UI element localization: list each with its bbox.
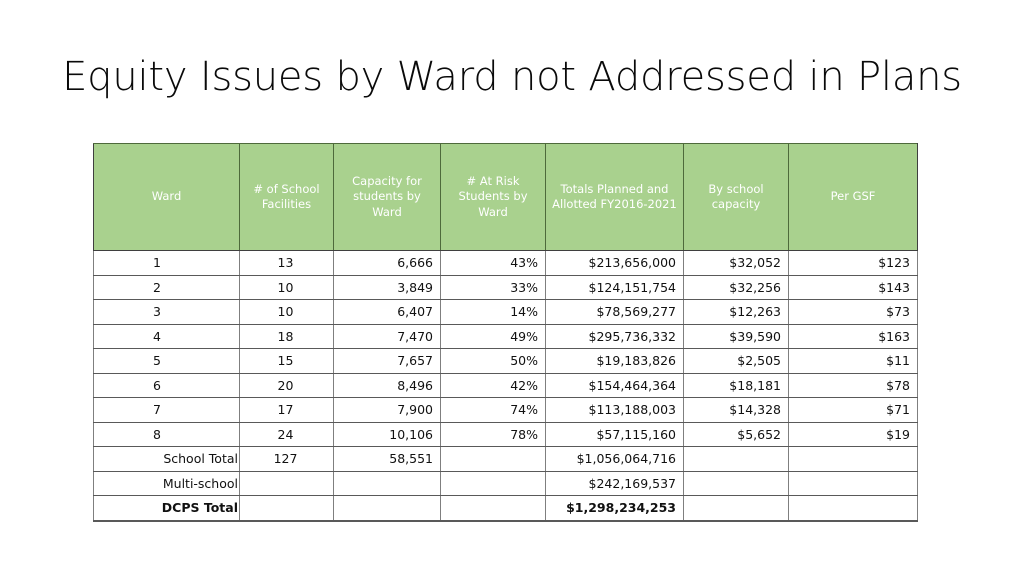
cell-per-gsf: $143 <box>789 275 918 300</box>
cell-at-risk-pct: 42% <box>441 373 546 398</box>
table-header-row <box>94 144 918 251</box>
cell-by-school-capacity: $2,505 <box>684 349 789 374</box>
column-header-capacity-by-ward: Capacity for students by Ward <box>334 144 441 251</box>
cell-capacity: 7,900 <box>334 398 441 423</box>
cell-per-gsf <box>789 496 918 521</box>
cell-per-gsf: $73 <box>789 300 918 325</box>
cell-ward: 6 <box>94 373 240 398</box>
column-header-totals-planned-allotted: Totals Planned and Allotted FY2016-2021 <box>546 144 684 251</box>
cell-per-gsf: $78 <box>789 373 918 398</box>
cell-school-facilities <box>240 471 334 496</box>
cell-school-facilities: 127 <box>240 447 334 472</box>
cell-ward: Multi-school <box>94 471 240 496</box>
cell-capacity: 7,470 <box>334 324 441 349</box>
cell-ward: 3 <box>94 300 240 325</box>
cell-school-facilities: 13 <box>240 251 334 276</box>
cell-school-facilities: 10 <box>240 300 334 325</box>
table-row <box>94 471 918 496</box>
cell-at-risk-pct: 49% <box>441 324 546 349</box>
cell-by-school-capacity <box>684 471 789 496</box>
table-row <box>94 275 918 300</box>
cell-capacity: 6,666 <box>334 251 441 276</box>
column-header-ward: Ward <box>94 144 240 251</box>
cell-at-risk-pct <box>441 447 546 472</box>
column-header-by-school-capacity: By school capacity <box>684 144 789 251</box>
cell-totals-planned: $1,298,234,253 <box>546 496 684 521</box>
cell-totals-planned: $295,736,332 <box>546 324 684 349</box>
cell-school-facilities: 20 <box>240 373 334 398</box>
cell-ward: 5 <box>94 349 240 374</box>
cell-per-gsf: $123 <box>789 251 918 276</box>
cell-totals-planned: $242,169,537 <box>546 471 684 496</box>
cell-per-gsf: $11 <box>789 349 918 374</box>
page-title: Equity Issues by Ward not Addressed in Plans <box>62 54 962 100</box>
cell-capacity <box>334 496 441 521</box>
cell-by-school-capacity: $12,263 <box>684 300 789 325</box>
cell-by-school-capacity: $39,590 <box>684 324 789 349</box>
equity-table-container <box>93 143 917 522</box>
cell-capacity <box>334 471 441 496</box>
cell-capacity: 7,657 <box>334 349 441 374</box>
cell-per-gsf: $19 <box>789 422 918 447</box>
cell-at-risk-pct: 78% <box>441 422 546 447</box>
cell-by-school-capacity: $18,181 <box>684 373 789 398</box>
table-row <box>94 373 918 398</box>
cell-school-facilities: 15 <box>240 349 334 374</box>
column-header-school-facilities: # of School Facilities <box>240 144 334 251</box>
cell-at-risk-pct: 74% <box>441 398 546 423</box>
table-body <box>94 251 918 521</box>
cell-ward: 4 <box>94 324 240 349</box>
table-row <box>94 398 918 423</box>
cell-at-risk-pct <box>441 496 546 521</box>
cell-school-facilities: 10 <box>240 275 334 300</box>
cell-at-risk-pct: 43% <box>441 251 546 276</box>
table-row <box>94 349 918 374</box>
cell-by-school-capacity <box>684 447 789 472</box>
cell-totals-planned: $1,056,064,716 <box>546 447 684 472</box>
cell-school-facilities: 18 <box>240 324 334 349</box>
cell-per-gsf: $71 <box>789 398 918 423</box>
table-row <box>94 324 918 349</box>
table-row <box>94 496 918 521</box>
table-row <box>94 251 918 276</box>
cell-ward: 8 <box>94 422 240 447</box>
cell-at-risk-pct: 33% <box>441 275 546 300</box>
cell-ward: 7 <box>94 398 240 423</box>
equity-by-ward-table <box>93 143 918 522</box>
cell-totals-planned: $154,464,364 <box>546 373 684 398</box>
cell-by-school-capacity: $32,256 <box>684 275 789 300</box>
cell-at-risk-pct: 50% <box>441 349 546 374</box>
cell-school-facilities: 17 <box>240 398 334 423</box>
table-row <box>94 422 918 447</box>
cell-ward: 2 <box>94 275 240 300</box>
cell-by-school-capacity: $14,328 <box>684 398 789 423</box>
cell-ward: School Total <box>94 447 240 472</box>
table-row <box>94 447 918 472</box>
table-header <box>94 144 918 251</box>
cell-school-facilities: 24 <box>240 422 334 447</box>
cell-capacity: 6,407 <box>334 300 441 325</box>
cell-capacity: 10,106 <box>334 422 441 447</box>
table-row <box>94 300 918 325</box>
cell-totals-planned: $113,188,003 <box>546 398 684 423</box>
cell-totals-planned: $57,115,160 <box>546 422 684 447</box>
cell-per-gsf <box>789 447 918 472</box>
cell-by-school-capacity: $5,652 <box>684 422 789 447</box>
cell-capacity: 3,849 <box>334 275 441 300</box>
cell-school-facilities <box>240 496 334 521</box>
column-header-at-risk-students: # At Risk Students by Ward <box>441 144 546 251</box>
cell-capacity: 58,551 <box>334 447 441 472</box>
cell-ward: 1 <box>94 251 240 276</box>
cell-ward: DCPS Total <box>94 496 240 521</box>
cell-at-risk-pct: 14% <box>441 300 546 325</box>
cell-totals-planned: $213,656,000 <box>546 251 684 276</box>
cell-at-risk-pct <box>441 471 546 496</box>
cell-totals-planned: $78,569,277 <box>546 300 684 325</box>
cell-per-gsf <box>789 471 918 496</box>
cell-capacity: 8,496 <box>334 373 441 398</box>
column-header-per-gsf: Per GSF <box>789 144 918 251</box>
cell-totals-planned: $124,151,754 <box>546 275 684 300</box>
cell-by-school-capacity <box>684 496 789 521</box>
cell-by-school-capacity: $32,052 <box>684 251 789 276</box>
cell-per-gsf: $163 <box>789 324 918 349</box>
cell-totals-planned: $19,183,826 <box>546 349 684 374</box>
